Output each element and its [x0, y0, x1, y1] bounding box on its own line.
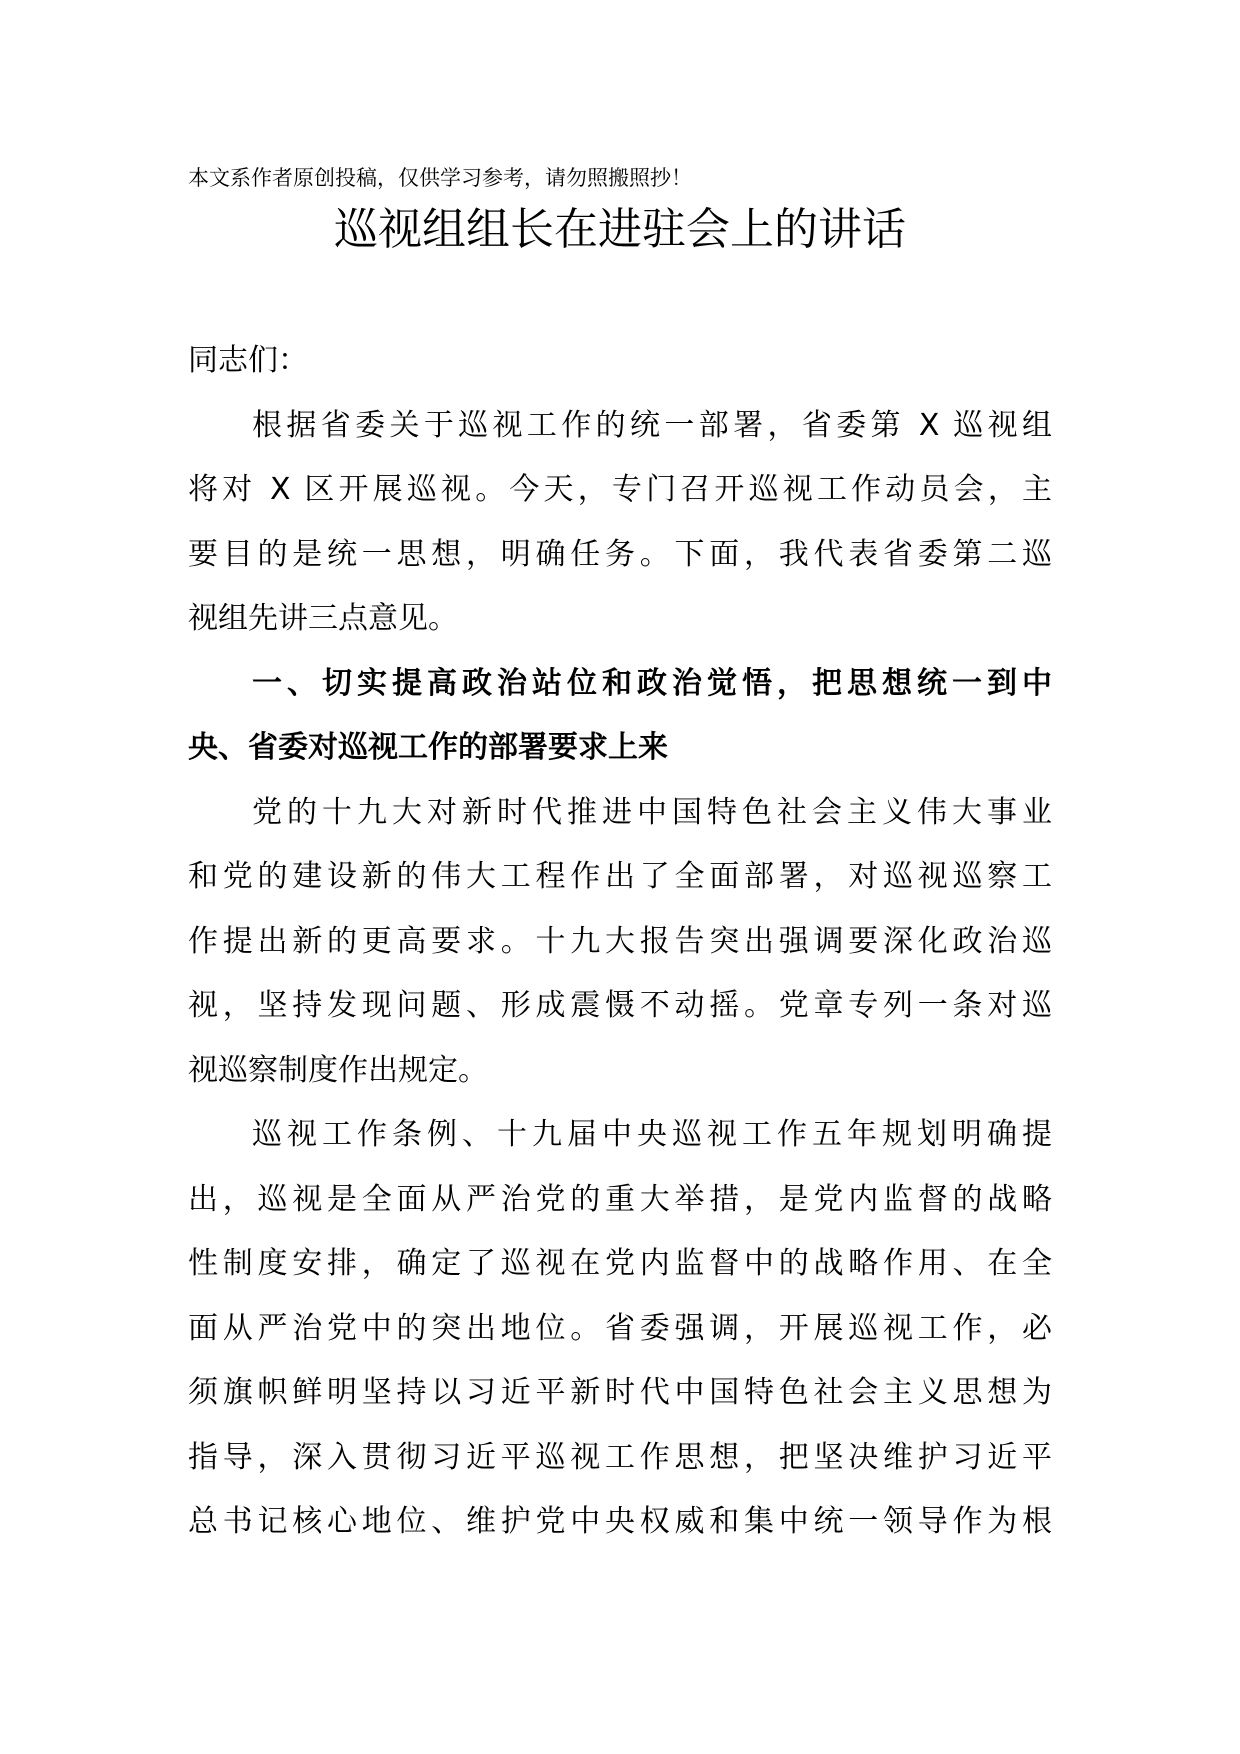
body-line: 将对 X 区开展巡视。今天，专门召开巡视工作动员会，主 [188, 472, 1052, 507]
body-line: 视，坚持发现问题、形成震慑不动摇。党章专列一条对巡 [188, 988, 1052, 1023]
body-line: 根据省委关于巡视工作的统一部署，省委第 X 巡视组 [252, 407, 1052, 443]
body-line: 巡视工作条例、十九届中央巡视工作五年规划明确提 [252, 1117, 1052, 1152]
body-line: 作提出新的更高要求。十九大报告突出强调要深化政治巡 [188, 923, 1052, 959]
body-line: 面从严治党中的突出地位。省委强调，开展巡视工作，必 [188, 1310, 1052, 1346]
document-title: 巡视组组长在进驻会上的讲话 [334, 204, 906, 255]
section-heading: 央、省委对巡视工作的部署要求上来 [188, 730, 668, 765]
body-line: 和党的建设新的伟大工程作出了全面部署，对巡视巡察工 [188, 859, 1052, 894]
body-line: 性制度安排，确定了巡视在党内监督中的战略作用、在全 [188, 1246, 1052, 1281]
section-heading: 一、切实提高政治站位和政治觉悟，把思想统一到中 [252, 665, 1052, 701]
body-line: 党的十九大对新时代推进中国特色社会主义伟大事业 [252, 794, 1052, 830]
body-line: 视巡察制度作出规定。 [188, 1052, 488, 1088]
body-line: 要目的是统一思想，明确任务。下面，我代表省委第二巡 [188, 536, 1052, 572]
document-body [188, 329, 1052, 1555]
body-line: 须旗帜鲜明坚持以习近平新时代中国特色社会主义思想为 [188, 1375, 1052, 1410]
salutation: 同志们： [188, 343, 308, 378]
body-line: 视组先讲三点意见。 [188, 601, 458, 636]
copyright-note: 本文系作者原创投稿，仅供学习参考，请勿照搬照抄！ [188, 166, 692, 190]
body-line: 总书记核心地位、维护党中央权威和集中统一领导作为根 [188, 1504, 1052, 1539]
body-line: 出，巡视是全面从严治党的重大举措，是党内监督的战略 [188, 1181, 1052, 1217]
body-line: 指导，深入贯彻习近平巡视工作思想，把坚决维护习近平 [188, 1439, 1052, 1475]
